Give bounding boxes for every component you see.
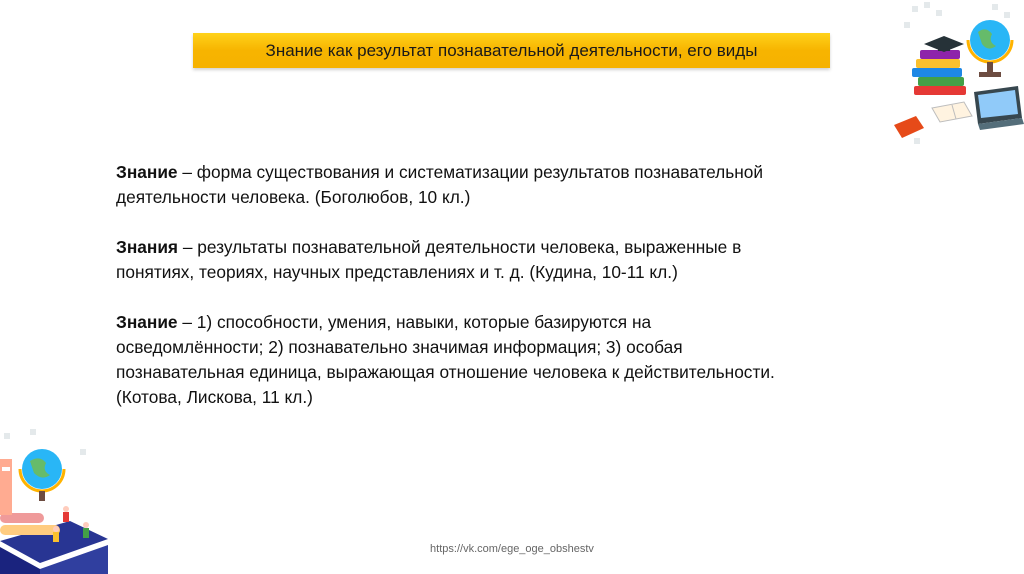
slide-title: Знание как результат познавательной деятельности, его виды bbox=[265, 40, 758, 60]
definition-term: Знание bbox=[116, 312, 178, 332]
definition-text: осведомлённости; 2) познавательно значимая информация; 3) особая bbox=[116, 337, 683, 357]
slide-content bbox=[116, 160, 876, 435]
definition-paragraph-2 bbox=[116, 235, 876, 285]
footer-url: https://vk.com/ege_oge_obshestv bbox=[430, 543, 594, 555]
definition-term: Знание bbox=[116, 162, 178, 182]
definition-text: (Котова, Лискова, 11 кл.) bbox=[116, 387, 313, 407]
definition-paragraph-1 bbox=[116, 160, 876, 210]
definition-paragraph-3 bbox=[116, 310, 876, 410]
books-globe-laptop-illustration bbox=[894, 0, 1024, 145]
slide-title-bar bbox=[193, 33, 830, 68]
definition-text: деятельности человека. (Боголюбов, 10 кл.) bbox=[116, 187, 471, 207]
definition-text: познавательная единица, выражающая отношение человека к действительности. bbox=[116, 362, 775, 382]
definition-text: – 1) способности, умения, навыки, которые базируются на bbox=[177, 312, 652, 332]
definition-text: понятиях, теориях, научных представлениях и т. д. (Кудина, 10-11 кл.) bbox=[116, 262, 678, 282]
definition-text: – форма существования и систематизации результатов познавательной bbox=[177, 162, 764, 182]
definition-text: – результаты познавательной деятельности человека, выраженные в bbox=[178, 237, 742, 257]
definition-term: Знания bbox=[116, 237, 179, 257]
